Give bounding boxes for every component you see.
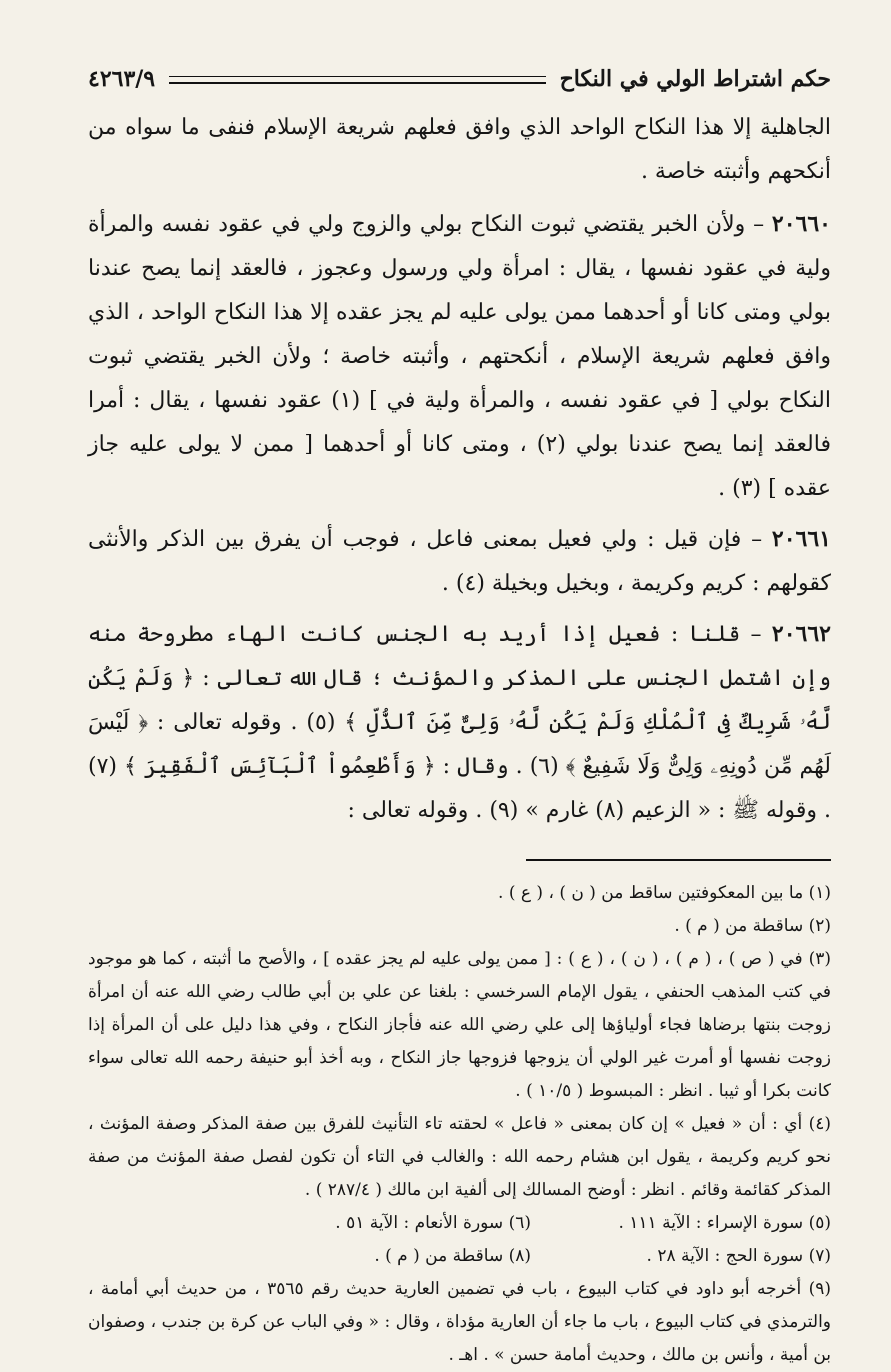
footnote: (٢) ساقطة من ( م ) . xyxy=(674,916,831,936)
paragraph xyxy=(88,612,831,833)
paragraph-text: – ولأن الخبر يقتضي ثبوت النكاح بولي والزوج ولي في عقود نفسه والمرأة ولية في عقود نفسها ، يقال : امرأة ولي ورسول وعجوز ، فالعقد إنما يصح عندنا بولي ومتى كانا أو أحدهما ممن يولى عليه لم يجز عقده إلا هذا النكاح الواحد ، الذي وافق فعلهم شريعة الإسلام ، أنكحتهم ، وأثبته خاصة ؛ ولأن الخبر يقتضي ثبوت النكاح بولي [ في عقود نفسه ، والمرأة ولية في ] (١) عقود نفسها ، يقال : أمرا فالعقد إنما يصح عندنا بولي (٢) ، ومتى كانا أو أحدهما [ ممن لا يولى عليه جاز عقده ] (٣) . xyxy=(88,212,831,501)
header-title: حكم اشتراط الولي في النكاح xyxy=(559,66,831,92)
footnotes xyxy=(88,877,831,1372)
running-header xyxy=(88,52,831,92)
footnote: (٩) أخرجه أبو داود في كتاب البيوع ، باب في تضمين العارية حديث رقم ٣٥٦٥ ، من حديث أبي أمامة ، والترمذي في كتاب البيوع ، باب ما جاء أن العارية مؤداة ، وقال : « وفي الباب عن كرة بن جندب ، وصفوان بن أمية ، وأنس بن مالك ، وحديث أمامة حسن » . اهـ . xyxy=(88,1279,831,1365)
paragraph-text: الجاهلية إلا هذا النكاح الواحد الذي وافق فعلهم شريعة الإسلام فنفى ما سواه من أنكحهم وأثبته خاصة . xyxy=(88,115,832,184)
paragraph xyxy=(88,106,831,194)
paragraph-number: ٢٠٦٦٠ xyxy=(771,211,831,237)
footnote: (٧) سورة الحج : الآية ٢٨ . xyxy=(646,1246,831,1266)
main-text xyxy=(88,106,831,833)
footnote: (٤) أي : أن « فعيل » إن كان بمعنى « فاعل » لحقته تاء التأنيث للفرق بين صفة المذكر وصفة المؤنث ، نحو كريم وكريمة ، يقول ابن هشام رحمه الله : والغالب في التاء أن تكون لفصل صفة المؤنث من صفة المذكر كقائمة وقائم . انظر : أوضح المسالك إلى ألفية ابن مالك ( ٢٨٧/٤ ) . xyxy=(88,1114,831,1200)
footnote: (٨) ساقطة من ( م ) . xyxy=(374,1246,531,1266)
paragraph-text: – فإن قيل : ولي فعيل بمعنى فاعل ، فوجب أن يفرق بين الذكر والأنثى كقولهم : كريم وكريمة ، وبخيل وبخيلة (٤) . xyxy=(88,527,831,596)
footnote: (٥) سورة الإسراء : الآية ١١١ . xyxy=(618,1213,831,1233)
paragraph-number: ٢٠٦٦٢ xyxy=(771,621,831,647)
footnote: (٣) في ( ص ) ، ( م ) ، ( ن ) ، ( ع ) : [ ممن يولى عليه لم يجز عقده ] ، والأصح ما أثبته ، كما هو موجود في كتب المذهب الحنفي ، يقول الإمام السرخسي : بلغنا عن علي بن أبي طالب رضي الله عنه أن امرأة زوجت بنتها برضاها فجاء أولياؤها إلى علي رضي الله عنه فأجاز النكاح ، وفي هذا دليل على أن المرأة إذا زوجت نفسها أو أمرت غير الولي أن يزوجها فزوجها جاز النكاح ، وبه أخذ أبو حنيفة رحمه الله تعالى سواء كانت بكرا أو ثيبا . انظر : المبسوط ( ١٠/٥ ) . xyxy=(88,949,831,1101)
paragraph-number: ٢٠٦٦١ xyxy=(771,526,831,552)
footnote: (١) ما بين المعكوفتين ساقط من ( ن ) ، ( ع ) . xyxy=(498,883,831,903)
header-rule xyxy=(169,76,545,84)
paragraph xyxy=(88,517,831,606)
footnote: (٦) سورة الأنعام : الآية ٥١ . xyxy=(335,1213,531,1233)
footnote-pair xyxy=(88,1207,831,1240)
paragraph xyxy=(88,202,831,511)
footnote-separator xyxy=(526,859,831,861)
page-number: ٤٢٦٣/٩ xyxy=(88,66,156,92)
footnote-pair xyxy=(88,1240,831,1273)
paragraph-text: – قلنا : فعيل إذا أريد به الجنس كانت الهاء مطروحة منه وإن اشتمل الجنس على المذكر والمؤنث ؛ قال الله تعالى : ﴿ وَلَمْ يَكُن لَّهُۥ شَرِيكٌ فِى ٱلْمُلْكِ وَلَمْ يَكُن لَّهُۥ وَلِىٌّ مِّنَ ٱلذُّلِّ ﴾ (٥) . وقوله تعالى : ﴿ لَيْسَ لَهُم مِّن دُونِهِۦ وَلِىٌّ وَلَا شَفِيعٌ ﴾ (٦) . وقال : ﴿ وَأَطْعِمُواْ ٱلْبَآئِسَ ٱلْفَقِيرَ ﴾ (٧) . وقوله ﷺ : « الزعيم (٨) غارم » (٩) . وقوله تعالى : xyxy=(88,622,831,823)
